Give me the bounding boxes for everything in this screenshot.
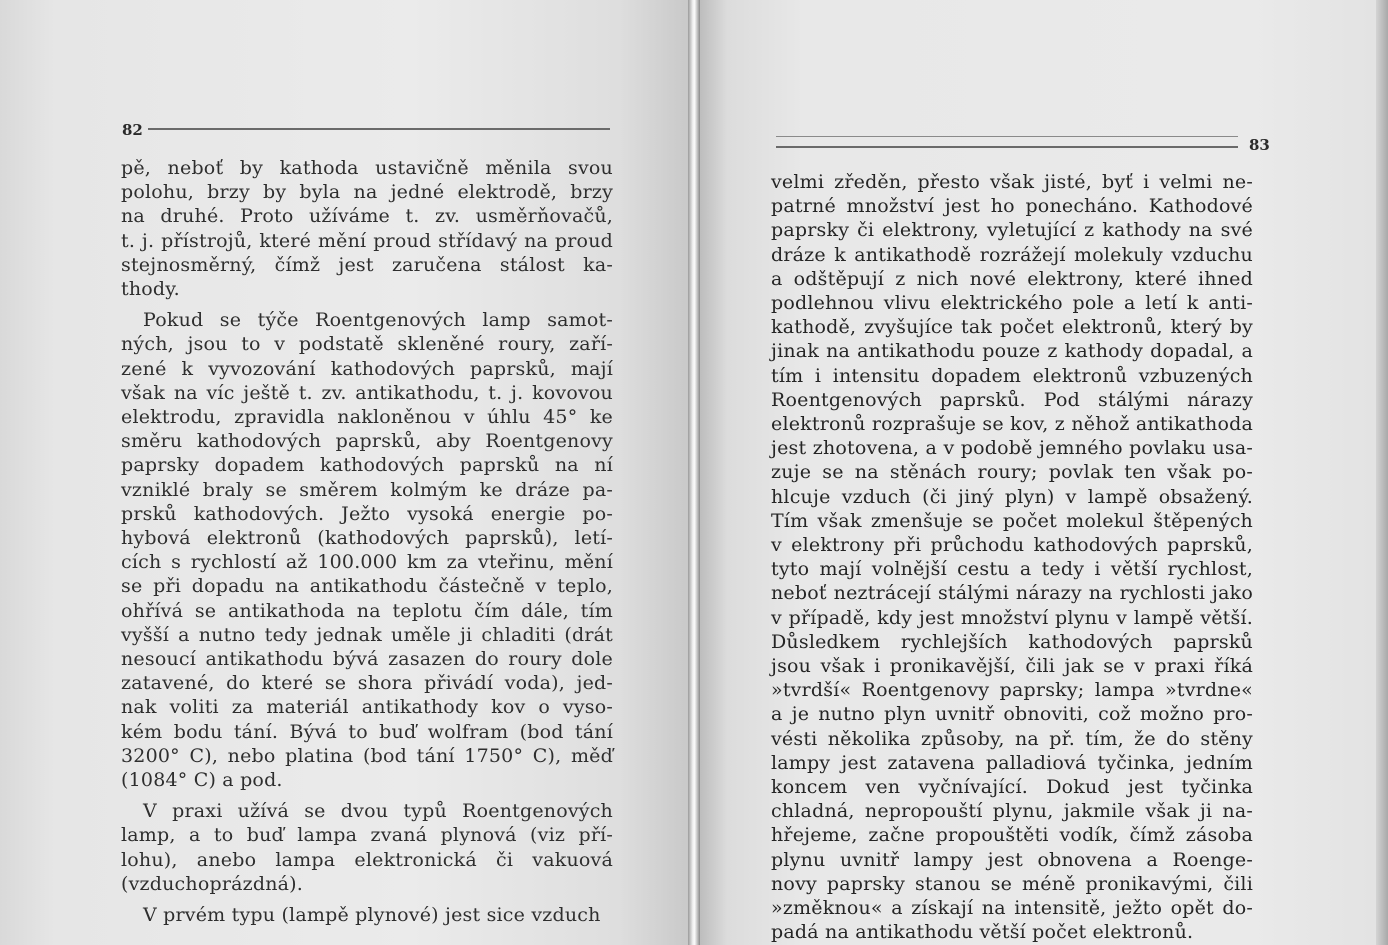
- text-line: t. j. přístrojů, které mění proud střídavý na proud: [121, 229, 613, 252]
- text-line: Tím však zmenšuje se počet molekul štěpených: [771, 509, 1253, 532]
- text-line: patrné množství jest ho ponecháno. Kathodové: [771, 195, 1253, 218]
- text-line: tyto mají volnější cestu a tedy i větší rychlost,: [771, 558, 1253, 581]
- text-line: v elektrony při průchodu kathodových paprsků,: [771, 534, 1253, 557]
- text-line: Roentgenových paprsků. Pod stálými nárazy: [771, 388, 1253, 411]
- text-line: zuje se na stěnách roury; povlak ten však po-: [771, 461, 1253, 484]
- text-line: padá na antikathodu větší počet elektronů.: [771, 921, 1194, 944]
- text-line: však na víc ještě t. zv. antikathodu, t. j. kovovou: [121, 381, 613, 404]
- text-line: hlcuje vzduch (či jiný plyn) v lampě obsažený.: [771, 485, 1253, 508]
- text-line: lohu), anebo lampa elektronická či vakuová: [121, 848, 613, 871]
- header-rule-double: [776, 146, 1238, 148]
- text-line: kathodě, zvyšujíce tak počet elektronů, který by: [771, 316, 1253, 339]
- text-line: kém bodu tání. Bývá to buď wolfram (bod tání: [121, 720, 613, 743]
- text-line: se při dopadu na antikathodu částečně v teplo,: [121, 575, 613, 598]
- text-line: podlehnou vlivu elektrického pole a letí k anti-: [771, 292, 1253, 315]
- text-line: vyšší a nutno tedy jednak uměle ji chladiti (drát: [121, 623, 613, 646]
- text-line: (1084° C) a pod.: [121, 769, 283, 792]
- text-line: a je nutno plyn uvnitř obnoviti, což možno pro-: [771, 703, 1253, 726]
- text-line: paprsky či elektrony, vyletující z kathody na své: [771, 219, 1253, 242]
- text-line: jest zhotovena, a v podobě jemného povlaku usa-: [771, 437, 1253, 460]
- text-line: cích s rychlostí až 100.000 km za vteřinu, mění: [121, 551, 613, 574]
- text-line: Pokud se týče Roentgenových lamp samot-: [143, 309, 613, 332]
- text-line: velmi zředěn, přesto však jisté, byť i velmi ne-: [771, 171, 1253, 193]
- text-line: prsků kathodových. Ježto vysoká energie po-: [121, 502, 613, 525]
- page-edge: [1376, 0, 1388, 945]
- text-line: nak voliti za materiál antikathody kov o vyso-: [121, 696, 613, 719]
- text-line: směru kathodových paprsků, aby Roentgenovy: [121, 430, 613, 453]
- text-line: lampy jest zatavena palladiová tyčinka, jedním: [771, 751, 1253, 774]
- text-line: V praxi užívá se dvou typů Roentgenových: [143, 800, 613, 823]
- header-rule: [148, 128, 610, 130]
- text-line: thody.: [121, 278, 180, 301]
- text-line: chladná, nepropouští plynu, jakmile však ji na-: [771, 800, 1253, 823]
- page-number: 82: [122, 121, 143, 139]
- text-line: nesoucí antikathodu bývá zasazen do roury dole: [121, 648, 613, 671]
- text-line: zené k vyvozování kathodových paprsků, mají: [121, 357, 613, 380]
- text-line: ných, jsou to v podstatě skleněné roury, zaří-: [121, 333, 613, 356]
- body-text: [121, 156, 613, 927]
- page-number: 83: [1249, 136, 1270, 154]
- text-line: stejnosměrný, čímž jest zaručena stálost ka-: [121, 253, 613, 276]
- text-line: jsou však i pronikavější, čili jak se v praxi říká: [771, 655, 1253, 678]
- text-line: vzniklé braly se směrem kolmým ke dráze pa-: [121, 478, 613, 501]
- text-line: V prvém typu (lampě plynové) jest sice vzduch: [143, 904, 601, 927]
- text-line: hybová elektronů (kathodových paprsků), letí-: [121, 527, 613, 550]
- text-line: elektronů rozprašuje se kov, z něhož antikathoda: [771, 413, 1253, 436]
- text-line: tím i intensitu dopadem elektronů vzbuzených: [771, 364, 1253, 387]
- right-page: [700, 0, 1388, 945]
- text-line: 3200° C), nebo platina (bod tání 1750° C), měď: [121, 744, 613, 767]
- text-line: »tvrdší« Roentgenovy paprsky; lampa »tvrdne«: [771, 679, 1253, 702]
- text-line: plynu uvnitř lampy jest obnovena a Roenge-: [771, 848, 1253, 871]
- text-line: zatavené, do které se shora přivádí voda), jed-: [121, 672, 613, 695]
- left-page: [0, 0, 688, 945]
- text-line: dráze k antikathodě rozrážejí molekuly vzduchu: [771, 243, 1253, 266]
- text-line: (vzduchoprázdná).: [121, 872, 304, 895]
- text-line: koncem ven vyčnívající. Dokud jest tyčinka: [771, 776, 1253, 799]
- text-line: a odštěpují z nich nové elektrony, které ihned: [771, 267, 1253, 290]
- text-line: na druhé. Proto užíváme t. zv. usměrňovačů,: [121, 205, 613, 228]
- text-line: vésti několika způsoby, na př. tím, že do stěny: [771, 727, 1253, 750]
- text-line: polohu, brzy by byla na jedné elektrodě, brzy: [121, 181, 613, 204]
- text-line: paprsky dopadem kathodových paprsků na ní: [121, 454, 613, 477]
- text-line: »změknou« a získají na intensitě, ježto opět do-: [771, 897, 1253, 920]
- text-line: ohřívá se antikathoda na teplotu čím dále, tím: [121, 599, 613, 622]
- text-line: pě, neboť by kathoda ustavičně měnila svou: [121, 157, 613, 179]
- text-line: novy paprsky stanou se méně pronikavými, čili: [771, 872, 1253, 895]
- header-rule: [776, 136, 1238, 137]
- text-line: elektrodu, zpravidla nakloněnou v úhlu 45° ke: [121, 406, 613, 429]
- text-line: neboť neztrácejí stálými nárazy na rychlosti jako: [771, 582, 1253, 605]
- text-line: v případě, kdy jest množství plynu v lampě větší.: [771, 606, 1253, 629]
- text-line: jinak na antikathodu pouze z kathody dopadal, a: [771, 340, 1253, 363]
- text-line: lamp, a to buď lampa zvaná plynová (viz pří-: [121, 824, 613, 847]
- text-line: hřejeme, začne propouštěti vodík, čímž zásoba: [771, 824, 1253, 847]
- body-text: [771, 170, 1253, 945]
- text-line: Důsledkem rychlejších kathodových paprsků: [771, 630, 1253, 653]
- book-gutter: [688, 0, 700, 945]
